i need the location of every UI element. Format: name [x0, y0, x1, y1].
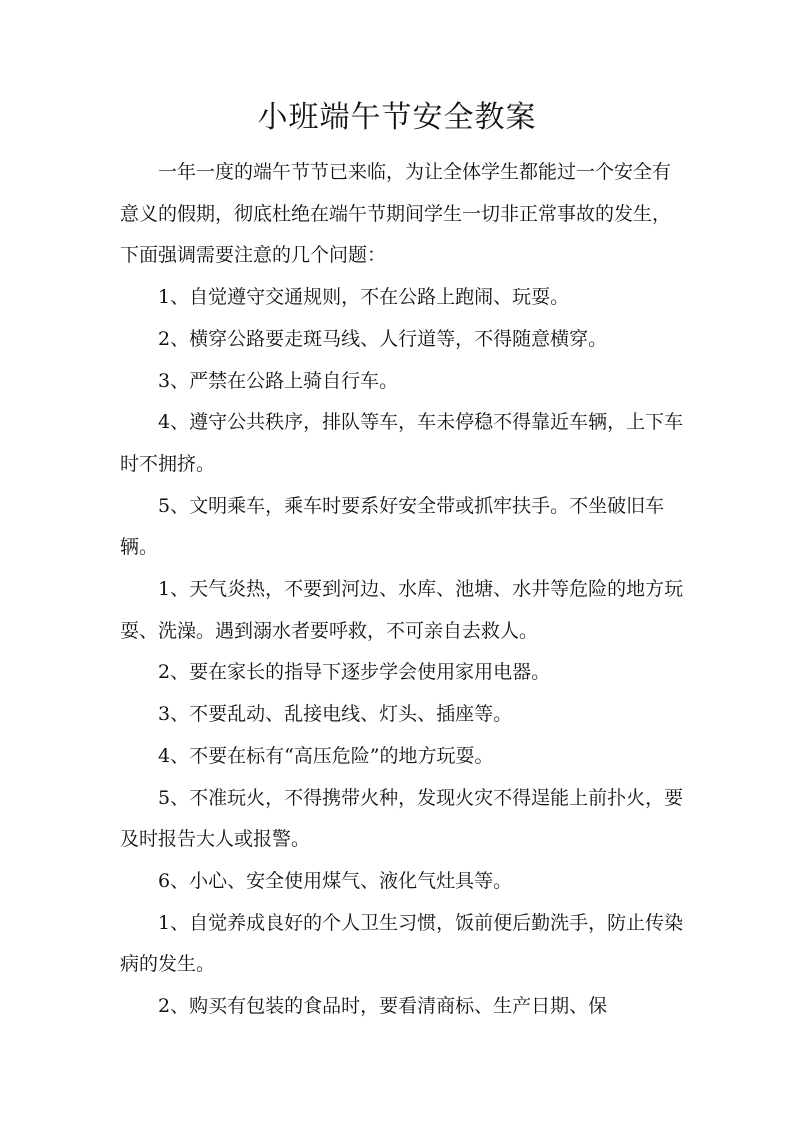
home-safety-rule-6: 6、小心、安全使用煤气、液化气灶具等。: [158, 869, 513, 892]
traffic-rule-1: 1、自觉遵守交通规则，不在公路上跑闹、玩耍。: [158, 286, 570, 309]
traffic-rule-3: 3、严禁在公路上骑自行车。: [158, 369, 399, 392]
hygiene-rule-1: 1、自觉养成良好的个人卫生习惯，饭前便后勤洗手，防止传染病的发生。: [120, 911, 684, 976]
home-safety-rule-4: 4、不要在标有“高压危险”的地方玩耍。: [158, 744, 494, 767]
hygiene-rule-2: 2、购买有包装的食品时，要看清商标、生产日期、保: [158, 995, 608, 1018]
traffic-rule-4: 4、遵守公共秩序，排队等车，车未停稳不得靠近车辆，上下车时不拥挤。: [120, 411, 684, 475]
traffic-rule-5: 5、文明乘车，乘车时要系好安全带或抓牢扶手。不坐破旧车辆。: [120, 494, 665, 559]
document-body: [120, 152, 688, 1028]
home-safety-rule-2: 2、要在家长的指导下逐步学会使用家用电器。: [158, 661, 551, 684]
traffic-rule-2: 2、横穿公路要走斑马线、人行道等，不得随意横穿。: [158, 327, 608, 350]
home-safety-rule-1: 1、天气炎热，不要到河边、水库、池塘、水井等危险的地方玩耍、洗澡。遇到溺水者要呼救，不可亲自去救人。: [120, 578, 684, 642]
intro-paragraph: 一年一度的端午节节已来临，为让全体学生都能过一个安全有意义的假期，彻底杜绝在端午节期间学生一切非正常事故的发生，下面强调需要注意的几个问题：: [120, 161, 672, 267]
home-safety-rule-5: 5、不准玩火，不得携带火种，发现火灾不得逞能上前扑火，要及时报告大人或报警。: [120, 786, 684, 851]
home-safety-rule-3: 3、不要乱动、乱接电线、灯头、插座等。: [158, 703, 513, 726]
page-title: 小班端午节安全教案: [257, 100, 537, 135]
